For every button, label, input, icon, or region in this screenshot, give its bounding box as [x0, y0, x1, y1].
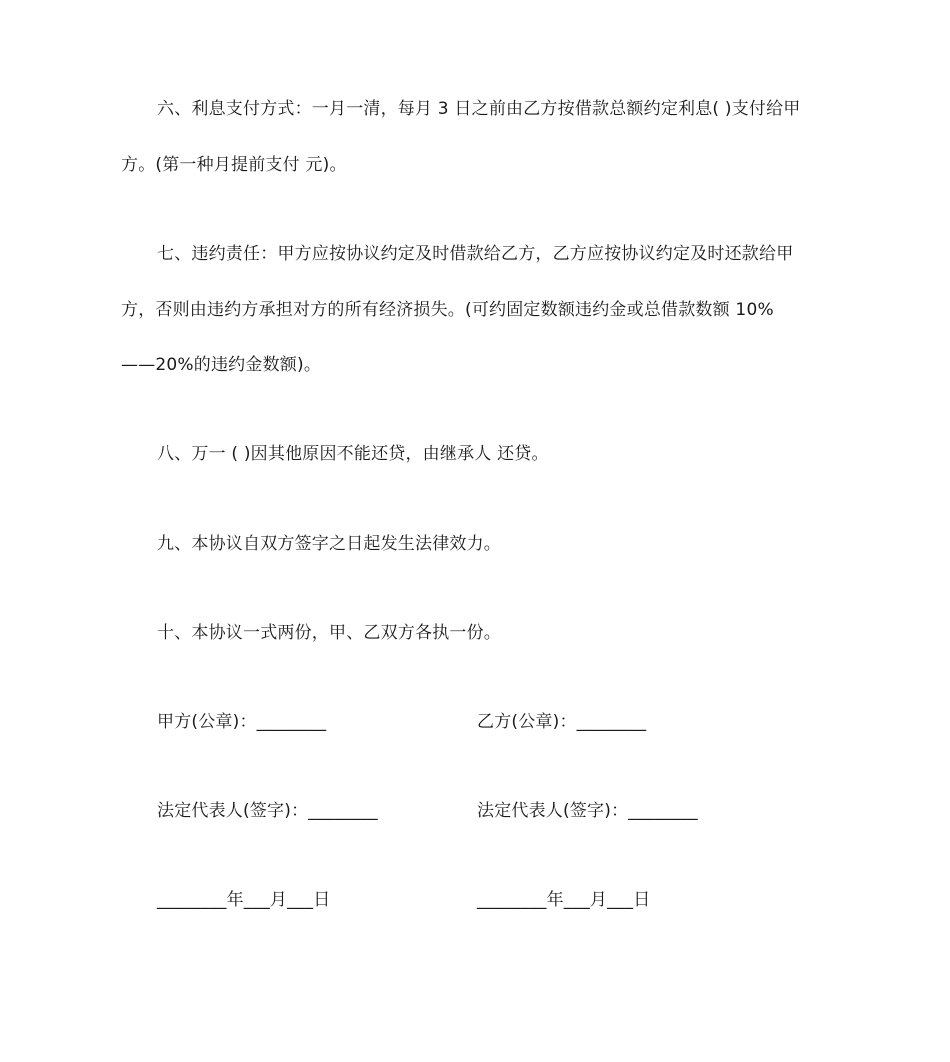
party-a-representative-field: 法定代表人(签字)：________ — [157, 801, 378, 821]
clause-seven-line-2: 方，否则由违约方承担对方的所有经济损失。(可约固定数额违约金或总借款数额 10% — [121, 300, 774, 320]
clause-seven-line-1: 七、违约责任：甲方应按协议约定及时借款给乙方，乙方应按协议约定及时还款给甲 — [157, 244, 794, 264]
clause-nine: 九、本协议自双方签字之日起发生法律效力。 — [157, 534, 501, 554]
party-a-seal-field: 甲方(公章)：________ — [157, 712, 327, 732]
clause-eight: 八、万一 ( )因其他原因不能还贷，由继承人 还贷。 — [157, 444, 549, 464]
clause-ten: 十、本协议一式两份，甲、乙双方各执一份。 — [157, 623, 501, 643]
party-b-representative-field: 法定代表人(签字)：________ — [477, 801, 698, 821]
party-b-date-field: ________年___月___日 — [477, 890, 651, 910]
clause-seven-line-3: ——20%的违约金数额)。 — [121, 355, 322, 375]
clause-six-line-1: 六、利息支付方式：一月一清，每月 3 日之前由乙方按借款总额约定利息( )支付给甲 — [157, 99, 801, 119]
party-b-seal-field: 乙方(公章)：________ — [477, 712, 647, 732]
party-a-date-field: ________年___月___日 — [157, 890, 331, 910]
clause-six-line-2: 方。(第一种月提前支付 元)。 — [121, 155, 347, 175]
